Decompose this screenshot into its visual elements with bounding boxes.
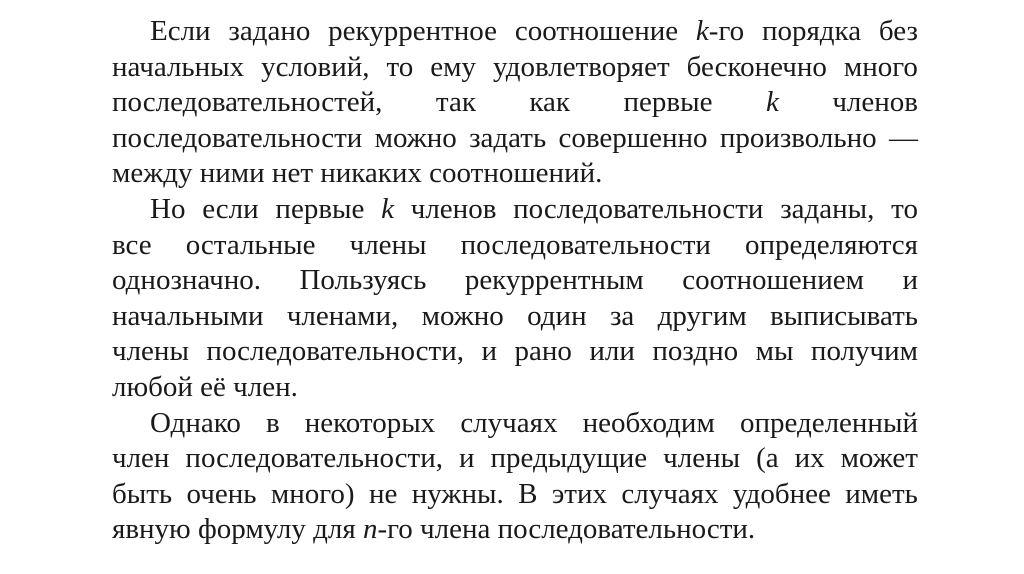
text-segment: бесконечно [686, 50, 827, 83]
word [795, 441, 825, 477]
text-segment: много [843, 50, 918, 83]
text-segment: порядка [761, 15, 862, 47]
word [411, 192, 497, 228]
text-segment: члены [663, 442, 741, 475]
italic-variable: k [381, 192, 394, 225]
text-segment: мы [755, 335, 794, 368]
word [112, 228, 152, 264]
text-segment: последовательности [112, 121, 363, 154]
word [422, 299, 504, 335]
text-line [112, 85, 918, 121]
word [436, 85, 476, 121]
word [150, 406, 241, 442]
word [112, 121, 362, 157]
paragraph [112, 406, 918, 548]
text-segment: некоторых [304, 406, 436, 439]
text-segment: явную формулу для [112, 513, 363, 546]
word [461, 228, 711, 264]
word [261, 50, 369, 86]
text-segment: члены [112, 335, 189, 368]
paragraph [112, 192, 918, 406]
text-segment: членами, [286, 299, 399, 332]
word [287, 299, 398, 335]
word [187, 477, 257, 513]
word [832, 85, 918, 121]
text-segment: любой её член. [112, 370, 298, 403]
text-segment: случаях [621, 477, 719, 510]
text-segment: удовлетворяет [493, 50, 670, 83]
text-segment: может [840, 442, 918, 475]
text-segment: не [368, 477, 398, 510]
text-segment: между ними нет никаких соотношений. [112, 157, 603, 190]
word [386, 50, 413, 86]
text-segment: необходим [582, 406, 715, 439]
word [430, 50, 476, 86]
word [589, 334, 635, 370]
word [733, 477, 831, 513]
word [610, 299, 634, 335]
word [271, 477, 355, 513]
word [756, 334, 794, 370]
text-segment: иметь [845, 477, 918, 510]
word [412, 477, 504, 513]
word [513, 192, 763, 228]
text-segment: -го члена последовательности. [377, 513, 756, 546]
text-segment: быть [112, 477, 173, 510]
word [112, 477, 172, 513]
word [328, 14, 497, 50]
text-segment: начальных [112, 50, 245, 83]
word [663, 441, 740, 477]
text-line [112, 512, 918, 548]
word [527, 299, 586, 335]
text-segment: и [481, 335, 497, 368]
text-segment: последовательности [513, 192, 764, 225]
word [845, 477, 918, 513]
word [682, 263, 864, 299]
word [493, 50, 670, 86]
text-segment: и [902, 264, 918, 297]
text-segment: как [529, 86, 571, 119]
word [652, 334, 738, 370]
word [891, 192, 918, 228]
text-segment: условий, [261, 50, 370, 83]
text-line [112, 192, 918, 228]
word [687, 50, 827, 86]
text-segment: Если [150, 15, 211, 47]
text-segment: произвольно [719, 121, 877, 154]
document-page [112, 14, 918, 548]
text-segment: в [265, 406, 280, 439]
text-segment: первые [623, 86, 713, 119]
word [720, 121, 877, 157]
word [150, 14, 211, 50]
text-segment: этих [551, 477, 607, 510]
italic-variable: k [695, 15, 709, 47]
text-line [112, 50, 918, 86]
text-line [112, 477, 918, 513]
text-segment: член [112, 442, 170, 475]
text-segment: то [891, 192, 918, 225]
text-line [112, 121, 918, 157]
text-segment: предыдущие [490, 442, 648, 475]
text-segment: задано [228, 15, 311, 47]
word [350, 228, 427, 264]
word [879, 14, 918, 50]
text-segment: получим [810, 335, 918, 368]
text-segment: остальные [185, 228, 316, 261]
text-segment: Однако [150, 406, 241, 439]
text-segment: совершенно [558, 121, 708, 154]
text-segment: все [112, 228, 152, 261]
text-segment: заданы, [780, 192, 875, 225]
text-line [112, 263, 918, 299]
word [559, 121, 708, 157]
text-line [112, 406, 918, 442]
text-segment: ему [430, 50, 477, 83]
word [514, 334, 571, 370]
word [515, 14, 678, 50]
text-segment: членов [410, 192, 497, 225]
text-segment: рекуррентным [464, 264, 644, 297]
word [112, 85, 382, 121]
text-segment: -го [708, 15, 745, 47]
word [529, 85, 570, 121]
text-line [112, 14, 918, 50]
text-segment: поздно [652, 335, 739, 368]
text-line [112, 370, 918, 406]
text-segment: выписывать [770, 299, 918, 332]
text-line [112, 228, 918, 264]
text-segment: за [609, 299, 635, 332]
text-segment: один [527, 299, 587, 332]
text-segment: случаях [460, 406, 558, 439]
word [780, 192, 874, 228]
word [150, 192, 185, 228]
italic-variable: n [362, 513, 378, 546]
word [518, 477, 537, 513]
text-segment: Пользуясь [299, 264, 427, 297]
word [624, 85, 713, 121]
word [465, 263, 644, 299]
text-segment: однозначно. [112, 264, 261, 297]
word [770, 299, 918, 335]
text-segment: членов [832, 86, 918, 119]
word [740, 406, 918, 442]
text-line [112, 299, 918, 335]
word [658, 299, 747, 335]
text-segment: или [589, 335, 635, 368]
word [305, 406, 435, 442]
text-line [112, 441, 918, 477]
text-segment: другим [657, 299, 747, 332]
word [766, 85, 779, 121]
word [185, 441, 443, 477]
text-segment: последовательности [460, 228, 711, 261]
text-segment: и [458, 442, 475, 475]
text-segment: можно [374, 121, 457, 154]
text-segment: последовательностей, [112, 86, 383, 119]
text-segment: удобнее [732, 477, 831, 510]
text-segment: так [435, 86, 476, 119]
word [469, 121, 546, 157]
text-segment: их [794, 442, 825, 475]
word [206, 334, 464, 370]
text-segment: соотношение [514, 15, 679, 47]
word [889, 121, 918, 157]
word [369, 477, 397, 513]
word [841, 441, 918, 477]
word [186, 228, 316, 264]
word [112, 441, 169, 477]
word [112, 50, 244, 86]
text-segment: если [202, 192, 259, 225]
word [762, 14, 861, 50]
text-segment: без [878, 15, 918, 47]
text-segment: — [888, 121, 918, 154]
text-segment: последовательности, [206, 335, 464, 368]
word [460, 406, 557, 442]
text-segment: можно [421, 299, 504, 332]
text-segment: то [386, 50, 414, 83]
word [583, 406, 715, 442]
text-segment: определяются [745, 228, 918, 261]
italic-variable: k [765, 86, 779, 119]
word [299, 263, 426, 299]
text-segment: много) [270, 477, 355, 510]
text-segment: члены [349, 228, 427, 261]
text-segment: последовательности, [185, 442, 443, 475]
word [381, 192, 394, 228]
text-segment: рано [514, 335, 572, 368]
word [112, 334, 189, 370]
word [266, 406, 280, 442]
word [756, 441, 779, 477]
word [459, 441, 475, 477]
text-segment: нужны. [411, 477, 504, 510]
word [811, 334, 918, 370]
word [112, 263, 261, 299]
text-segment: рекуррентное [328, 15, 498, 47]
word [552, 477, 607, 513]
word [844, 50, 918, 86]
word [696, 14, 744, 50]
text-segment: очень [186, 477, 257, 510]
text-segment: соотношением [682, 264, 864, 297]
word [621, 477, 718, 513]
text-segment: задать [469, 121, 547, 154]
text-segment: определенный [739, 406, 918, 439]
word [745, 228, 918, 264]
word [228, 14, 310, 50]
word [902, 263, 918, 299]
word [202, 192, 258, 228]
text-segment: первые [275, 192, 365, 225]
paragraph [112, 14, 918, 192]
text-segment: Но [150, 192, 186, 225]
word [490, 441, 647, 477]
text-segment: В [518, 477, 538, 510]
word [112, 299, 264, 335]
text-line [112, 156, 918, 192]
word [275, 192, 364, 228]
word [375, 121, 457, 157]
text-segment: (а [756, 442, 779, 475]
text-line [112, 334, 918, 370]
word [481, 334, 497, 370]
text-segment: начальными [112, 299, 264, 332]
